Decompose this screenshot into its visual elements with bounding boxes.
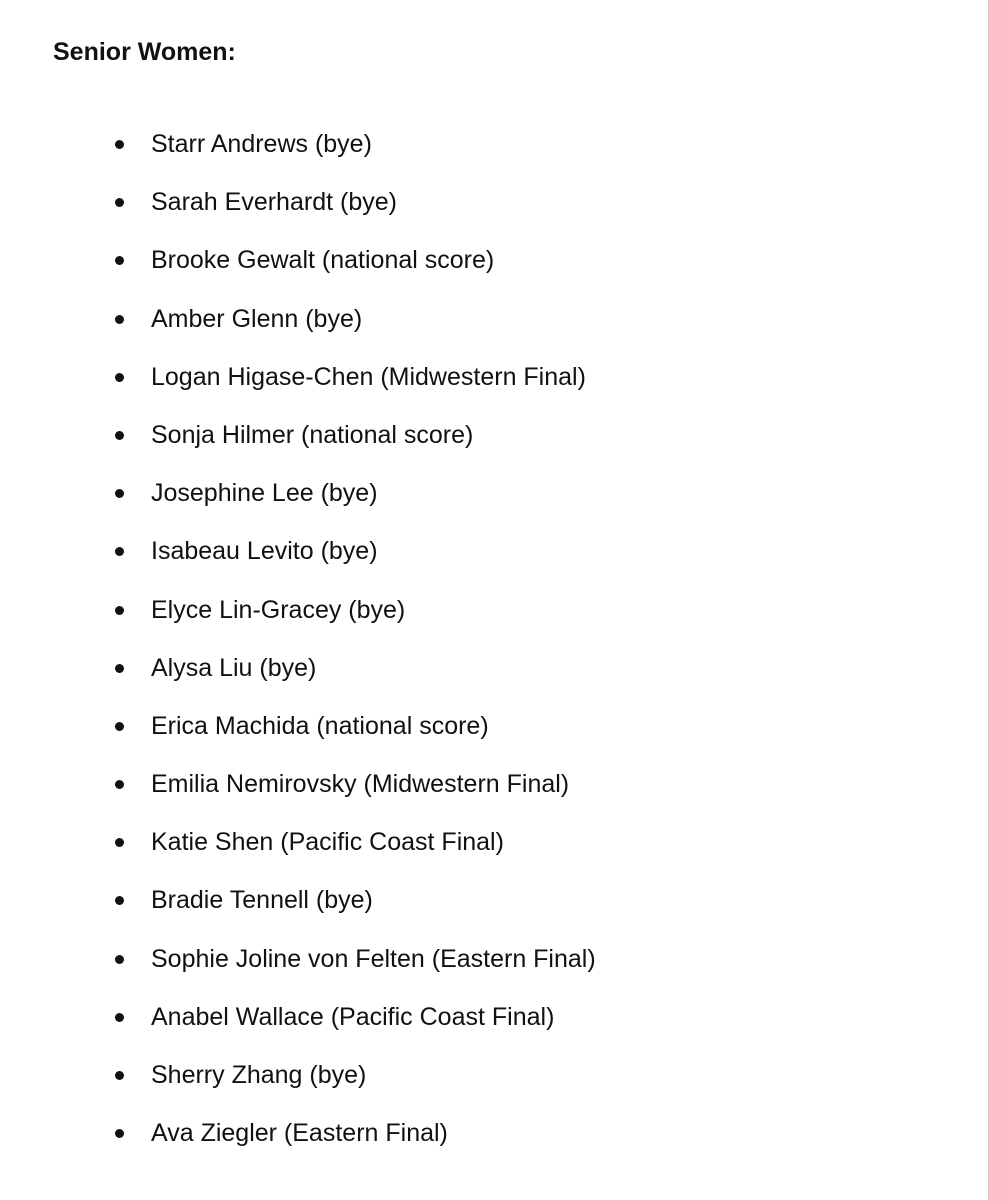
bullet-icon bbox=[115, 1013, 124, 1022]
bullet-icon bbox=[115, 780, 124, 789]
bullet-icon bbox=[115, 955, 124, 964]
bullet-icon bbox=[115, 1129, 124, 1138]
entrant-name: Logan Higase-Chen (Midwestern Final) bbox=[151, 362, 586, 391]
bullet-icon bbox=[115, 547, 124, 556]
entrant-name: Isabeau Levito (bye) bbox=[151, 537, 378, 566]
entrant-name: Sonja Hilmer (national score) bbox=[151, 420, 474, 449]
entrant-name: Sherry Zhang (bye) bbox=[151, 1061, 367, 1089]
bullet-icon bbox=[115, 373, 124, 382]
entrant-name: Bradie Tennell (bye) bbox=[151, 886, 373, 915]
entrant-name: Brooke Gewalt (national score) bbox=[151, 246, 495, 275]
entrant-name: Erica Machida (national score) bbox=[151, 711, 489, 740]
bullet-icon bbox=[115, 664, 124, 673]
section-heading: Senior Women: bbox=[53, 38, 236, 66]
bullet-icon bbox=[115, 198, 124, 207]
entrant-name: Emilia Nemirovsky (Midwestern Final) bbox=[151, 770, 570, 799]
entrant-name: Sarah Everhardt (bye) bbox=[151, 188, 397, 217]
bullet-icon bbox=[115, 1071, 124, 1080]
bullet-icon bbox=[115, 722, 124, 731]
entrant-name: Katie Shen (Pacific Coast Final) bbox=[151, 828, 504, 857]
entrant-name: Sophie Joline von Felten (Eastern Final) bbox=[151, 944, 596, 973]
bullet-icon bbox=[115, 896, 124, 905]
bullet-icon bbox=[115, 606, 124, 615]
entrant-name: Starr Andrews (bye) bbox=[151, 130, 372, 158]
bullet-icon bbox=[115, 838, 124, 847]
entrant-name: Ava Ziegler (Eastern Final) bbox=[151, 1119, 448, 1148]
bullet-icon bbox=[115, 489, 124, 498]
entrant-name: Josephine Lee (bye) bbox=[151, 479, 378, 508]
bullet-icon bbox=[115, 431, 124, 440]
bullet-icon bbox=[115, 315, 124, 324]
bullet-icon bbox=[115, 140, 124, 149]
entrant-name: Amber Glenn (bye) bbox=[151, 304, 363, 333]
entrant-name: Anabel Wallace (Pacific Coast Final) bbox=[151, 1002, 555, 1031]
bullet-icon bbox=[115, 256, 124, 265]
entrant-name: Elyce Lin-Gracey (bye) bbox=[151, 595, 406, 624]
entrant-name: Alysa Liu (bye) bbox=[151, 653, 317, 682]
